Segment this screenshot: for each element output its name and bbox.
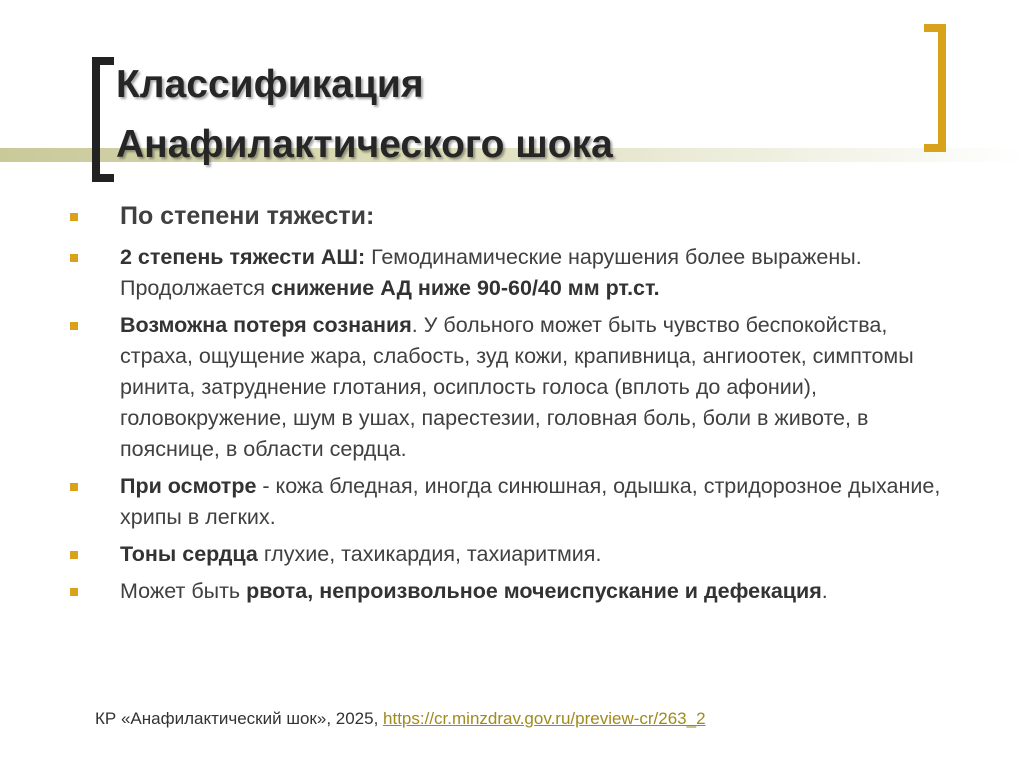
heart-sounds-label: Тоны сердца — [120, 542, 258, 566]
list-item-heart-sounds — [70, 539, 950, 570]
square-bullet-icon — [70, 213, 78, 221]
examination-text: - кожа бледная, иногда синюшная, одышка, стридорозное дыхание, хрипы в легких. — [120, 474, 941, 529]
slide-title — [116, 55, 916, 175]
severity-label: 2 степень тяжести АШ: — [120, 245, 366, 269]
vomiting-suffix: . — [821, 579, 828, 603]
list-item-examination — [70, 471, 950, 533]
square-bullet-icon — [70, 551, 78, 559]
list-item-severity — [70, 242, 950, 304]
footer-text: КР «Анафилактический шок», 2025, — [95, 709, 384, 728]
left-bracket-decoration — [92, 57, 100, 182]
square-bullet-icon — [70, 588, 78, 596]
right-bracket-decoration — [938, 24, 946, 152]
source-link[interactable]: https://cr.minzdrav.gov.ru/preview-cr/263_2 — [383, 709, 706, 728]
bp-drop-text: снижение АД ниже 90-60/40 мм рт.ст. — [271, 276, 660, 300]
list-item-consciousness — [70, 310, 950, 465]
vomiting-label: рвота, непроизвольное мочеиспускание и дефекация — [246, 579, 822, 603]
list-item-vomiting — [70, 576, 950, 607]
severity-text: Гемодинамические нарушения более выражены. Продолжается — [120, 245, 862, 300]
square-bullet-icon — [70, 322, 78, 330]
square-bullet-icon — [70, 483, 78, 491]
heart-sounds-text: глухие, тахикардия, тахиаритмия. — [257, 542, 602, 566]
square-bullet-icon — [70, 254, 78, 262]
examination-label: При осмотре — [120, 474, 257, 498]
symptoms-text: . У больного может быть чувство беспокойства, страха, ощущение жара, слабость, зуд кожи, крапивница, ангиоотек, симптомы ринита, затруднение глотания, осиплость голоса (вплоть до афонии), головокружение, шум в ушах, парестезии, головная боль, боли в животе, в пояснице, в области сердца. — [120, 313, 914, 461]
consciousness-label: Возможна потеря сознания — [120, 313, 412, 337]
title-line-2: Анафилактического шока — [116, 123, 613, 166]
vomiting-prefix: Может быть — [120, 579, 247, 603]
title-line-1: Классификация — [116, 63, 424, 106]
heading-text: По степени тяжести: — [120, 202, 375, 230]
source-footer — [95, 707, 706, 731]
list-item-heading — [70, 198, 950, 234]
bullet-list — [70, 198, 950, 613]
